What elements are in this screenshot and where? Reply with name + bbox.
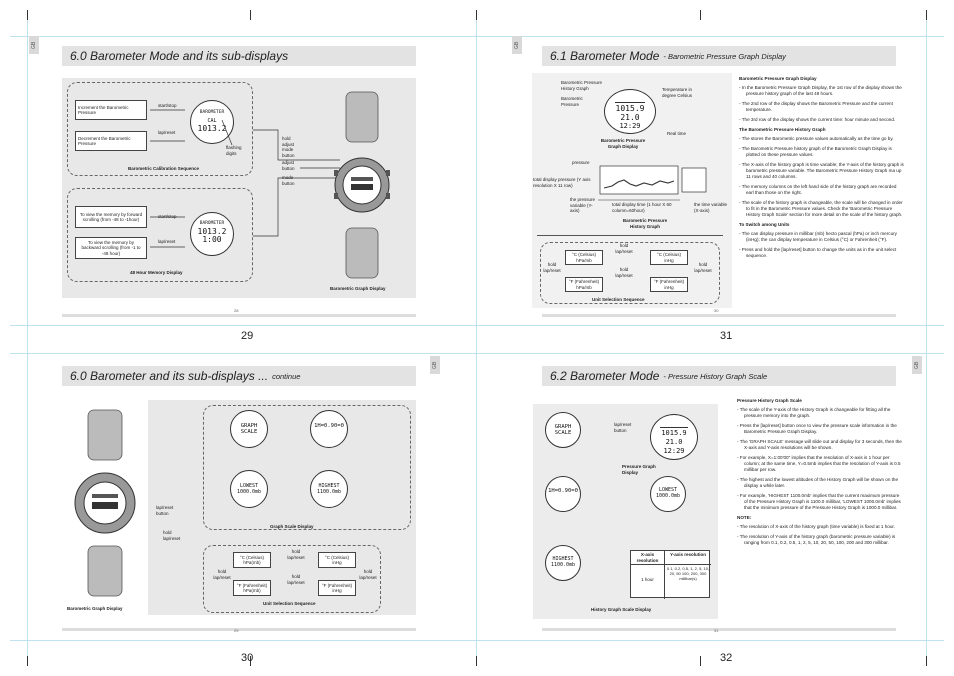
label-history-graph: Barometric Pressure History Graph [561,80,603,91]
hold-lap-reset-label: hold lap/reset [615,267,633,278]
lowest-lcd: LOWEST 1000.0mb [650,476,686,512]
memory-caption: 48 Hour Memory Display [130,270,183,275]
calibration-caption: Barometric Calibration Sequence [128,166,200,171]
paragraph: - Press and hold the [lap/reset] button to change the units as in the unit select sequence. [739,247,897,258]
side-label: hold lap/reset [163,530,181,541]
graph-display-caption: Barometric Pressure Graph Display [600,138,646,149]
gb-tab: GB [512,36,522,54]
hold-lap-reset-label: hold lap/reset [213,569,231,580]
watch-illustration [332,90,392,280]
unit-selection-caption: Unit Selection Sequence [592,297,645,302]
footer-small-number: 31 [714,628,719,633]
hold-lap-reset-label: hold lap/reset [359,569,377,580]
section-heading: To Switch among Units [739,222,790,227]
label-temperature: Temperature in degree Celsius [662,87,693,98]
start-stop-label: start/stop [158,214,177,219]
table-header-y: Y-axis resolution [665,551,711,565]
increment-box: Increment the Barometric Pressure [75,100,147,120]
lcd-line: BAROMETER [199,110,225,115]
lcd-line: BAROMETER [199,221,225,226]
graph-display-lcd [604,89,656,134]
page-subtitle: continue [272,371,301,381]
table-cell-x: 1 hour [631,565,665,599]
decrement-box: Decrement the Barometric Pressure [75,131,147,151]
section-heading: The Barometric Pressure History Graph [739,127,826,132]
footer-bar [542,628,896,631]
resolution-lcd: 1H=0.90=0 [310,410,348,448]
paragraph: - For example, X=1:00'00" implies that the resolution of X-axis is 1 hour per column; at the same time, Y=0.5mb implies that the resolution of Y-axis is 0.5 millibar per row. [737,455,901,472]
watch-caption: Barometric Graph Display [67,606,123,611]
section-heading: NOTE: [737,515,752,520]
paragraph: - In the Barometric Pressure Graph Display, the 1st row of the display shows the pressure history graph of the last 48 hours. [739,85,902,96]
hold-lap-reset-label: hold lap/reset [694,262,712,273]
footer-bar [542,314,896,317]
forward-box: To view the memory by forward scrolling (from -48 to -1hour) [75,206,147,228]
divider [537,235,723,236]
paragraph: - The scale of the history graph is changeable, the scale will be changed in order to fit in the Barometric Pressure values. Check the 'Barometric Pressure History Graph Scale' section for more detail on the scale of the history graph. [739,200,903,217]
hold-lap-reset-label: hold lap/reset [287,549,305,560]
paragraph: - The can display pressure in millibar (mb) hecto pascal (hPa) or inch mercury (inHg); the can display temperature in Celsius (°C) or Fahrenheit (°F). [739,231,897,242]
lcd-line: 1:00 [202,235,222,244]
page-number: 30 [241,652,254,664]
graph-scale-lcd: GRAPH SCALE [545,412,581,448]
paragraph: - The 2nd row of the display shows the Barometric Pressure and the current temperature. [739,101,893,112]
section-heading: Pressure History Graph Scale [737,398,802,403]
flashing-digits-label: flashing digits [226,145,242,156]
lap-reset-label: lap/reset [158,130,176,135]
unit-c-inhg: °C (Celsius) inHg [650,250,688,265]
lcd-line: CAL [207,118,217,124]
graph-scale-lcd: GRAPH SCALE [230,410,268,448]
unit-c-hpa: °C (Celsius) hPa(mb) [233,552,271,568]
unit-c-hpa: °C (Celsius) hPa/mb [565,250,603,265]
page-subtitle: - Pressure History Graph Scale [663,371,768,381]
paragraph: - The 3rd row of the display shows the current time: hour minute and second. [739,117,896,122]
hold-lap-reset-label: hold lap/reset [287,574,305,585]
lcd-line: 1013.2 [197,227,227,236]
page-number: 31 [720,330,733,342]
unit-f-inhg: °F (Fahrenheit) inHg [318,580,356,596]
gb-tab: GB [430,356,440,374]
lcd-text: 1015.9 21.0 [615,104,645,122]
page-title: 6.0 Barometer and its sub-displays ... [70,369,269,383]
paragraph: - The Barometric Pressure history graph of the Barometric Graph Display is plotted on these pressure values. [739,146,892,157]
unit-f-inhg: °F (Fahrenheit) inHg [650,277,688,292]
label-real-time: Real time [667,131,687,136]
paragraph: - The highest and the lowest altitudes of the History Graph will be shown on the display a while later. [737,477,899,488]
history-graph-illustration [600,166,710,206]
highest-lcd: HIGHEST 1100.0mb [545,545,581,581]
pressure-graph-label: Pressure Graph Display [622,464,656,475]
unit-c-inhg: °C (Celsius) inHg [318,552,356,568]
label-pressure: Barometric Pressure [561,96,583,107]
start-stop-label: start/stop [158,103,177,108]
paragraph: - Press the [lap/reset] button once to view the pressure scale information in the Barometric Pressure Graph Display. [737,423,897,434]
paragraph: - The resolution of Y-axis of the history graph (barometric pressure variable) is ranging from 0.1, 0.2, 0.5, 1, 2, 5, 10, 20, 50, 100, 200 and 300 millibar. [737,534,896,545]
resolution-lcd: 1H=0.90=0 [545,476,581,512]
label-total-display-pressure: total display pressure (Y axis resolution X 11 row) [533,177,591,188]
unit-f-hpa: °F (Fahrenheit) hPa(mb) [233,580,271,596]
lowest-lcd: LOWEST 1000.0mb [230,470,268,508]
side-label: adjust button [282,160,295,171]
lcd-text: 12:29 [663,447,685,455]
page-number: 32 [720,652,733,664]
page-title: 6.0 Barometer Mode and its sub-displays [70,49,289,63]
footer-bar [62,314,416,317]
lcd-text: 12:29 [619,122,641,130]
lcd-text: 1015.9 21.0 [661,429,687,446]
lap-reset-label: lap/reset [158,239,176,244]
page-subtitle: - Barometric Pressure Graph Display [663,51,786,61]
label-pressure-variable: the pressure variable (Y-axis) [570,197,596,213]
hold-lap-reset-label: hold lap/reset [543,262,561,273]
label-total-display-time: total display time (1 hour X 60 column=60hour) [612,202,672,213]
paragraph: - For example, 'HIGHEST 1100.0mb' implies that the current maximum pressure of the Pressure History Graph is 1100.0 millibar, 'LOWEST 1000.0mb' implies that the minimum pressure of the Pressure History Graph is 1000.0 millibar. [737,493,901,510]
lcd-line: 1013.2 [197,124,227,133]
graph-scale-caption: Graph Scale Display [270,524,314,529]
footer-small-number: 29 [234,628,239,633]
paragraph: - The X-axis of the history graph is time variable; the Y-axis of the history graph is barometric pressure variable. The Barometric Pressure History Graph ma up 11 rows and 40 columns. [739,162,904,179]
paragraph: - The stores the Barometric pressure values automatically as the time go by. [739,136,894,141]
table-header-x: X-axis resolution [631,551,665,565]
label-pressure-axis: pressure [572,160,590,165]
page-title-bar [62,366,416,386]
text-column [737,396,902,550]
unit-selection-caption: Unit Selection Sequence [263,601,316,606]
paragraph: - The resolution of X-axis of the history graph (time variable) is fixed at 1 hour. [737,524,895,529]
side-label: lap/reset button [156,505,174,516]
backward-box: To view the memory by backward scrolling (from -1 to -48 hour) [75,237,147,259]
gb-tab: GB [912,356,922,374]
section-heading: Barometric Pressure Graph Display [739,76,817,81]
footer-small-number: 30 [714,308,719,313]
side-label: mode button [282,175,295,186]
footer-small-number: 28 [234,308,239,313]
hold-lap-reset-label: hold lap/reset [615,243,633,254]
unit-f-hpa: °F (Fahrenheit) hPa/mb [565,277,603,292]
page-title: 6.2 Barometer Mode [550,369,660,383]
page-title-bar [542,46,896,66]
side-label: hold adjust mode button [282,136,295,158]
watch-caption: Barometric Graph Display [330,286,386,291]
paragraph: - The 'GRAPH SCALE' message will slide out and display for 3 seconds, then the X-axis and Y-axis resolutions will be shown. [737,439,902,450]
page-number: 29 [241,330,254,342]
paragraph: - The memory columns on the left hand side of the history graph are recorded earl than those on the right. [739,184,897,195]
resolution-table [630,550,710,598]
highest-lcd: HIGHEST 1100.0mb [310,470,348,508]
label-time-variable: the time variable (X-axis) [694,202,728,213]
table-cell-y: 0.1, 0.2, 0.5, 1, 2, 5, 10, 20, 50 100, 200, 300 millibar(s) [666,566,710,581]
footer-bar [62,628,416,631]
text-column [739,74,904,263]
history-graph-caption: Barometric Pressure History Graph [622,218,668,229]
history-graph-scale-caption: History Graph Scale Display [591,607,652,612]
lap-reset-button-label: lap/reset button [614,422,632,433]
gb-tab: GB [29,36,39,54]
page-title: 6.1 Barometer Mode [550,49,660,63]
paragraph: - The scale of the Y-axis of the History Graph is changeable for fitting all the pressure memory into the graph. [737,407,891,418]
watch-illustration [70,408,140,598]
graph-display-lcd [650,414,698,460]
page-title-bar [542,366,896,386]
